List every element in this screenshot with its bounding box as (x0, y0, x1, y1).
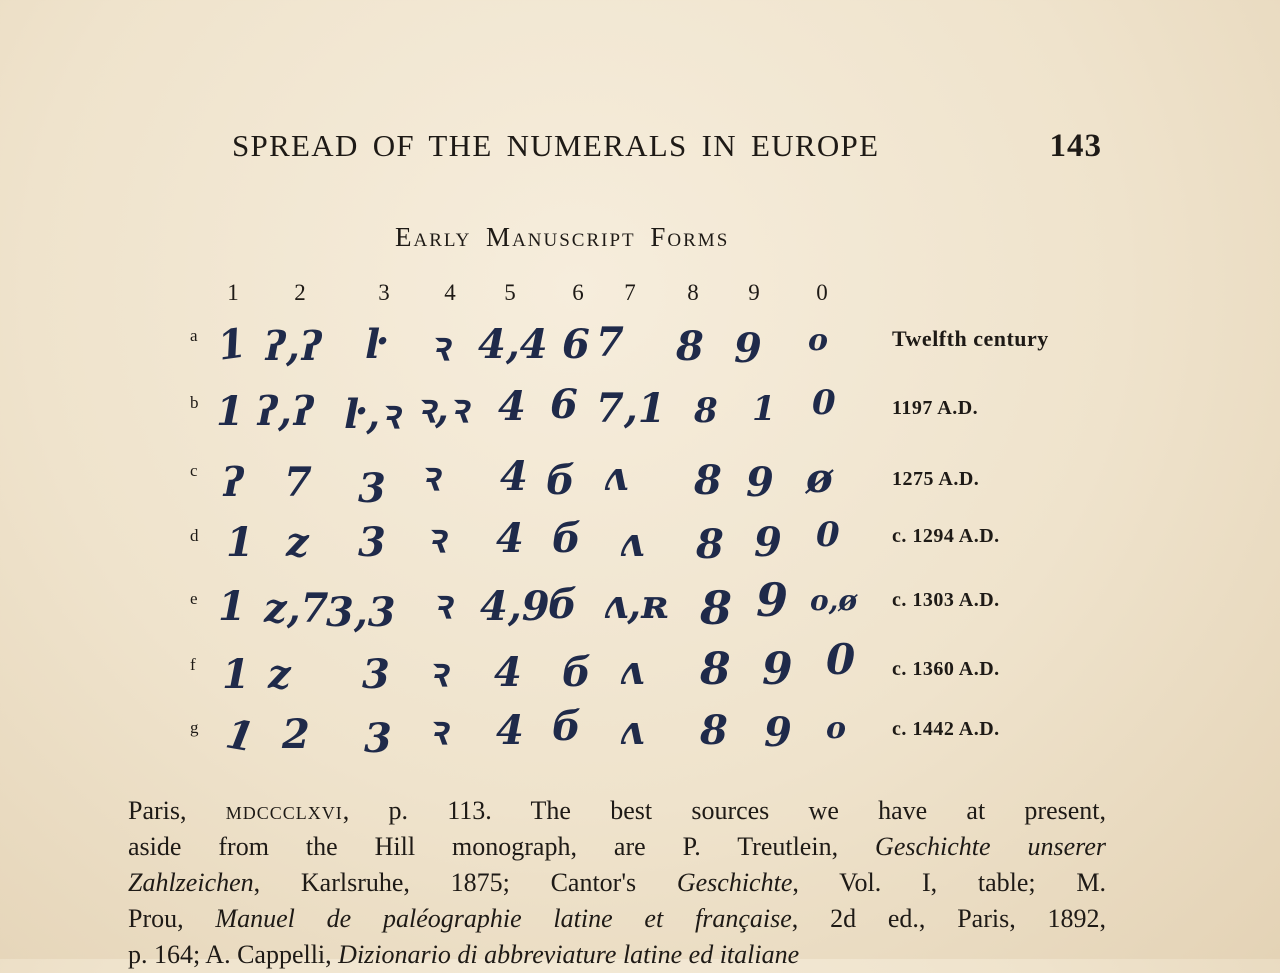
svg-text:ŀ,ꝛ: ŀ,ꝛ (344, 391, 400, 438)
text-line: aside from the Hill monograph, are P. Treutlein, Geschichte unserer (128, 832, 1106, 861)
row-label: 1275 A.D. (892, 468, 980, 490)
svg-text:8: 8 (700, 581, 733, 635)
text-line: Prou, Manuel de paléographie latine et française, 2d ed., Paris, 1892, (128, 904, 1106, 933)
svg-text:9: 9 (756, 573, 789, 627)
svg-text:4: 4 (494, 649, 522, 696)
svg-text:ꝛ: ꝛ (430, 323, 449, 370)
svg-text:1: 1 (218, 583, 246, 630)
svg-text:ʔ,ʔ: ʔ,ʔ (264, 323, 322, 370)
svg-text:ꝛ: ꝛ (428, 707, 447, 754)
row-label: Twelfth century (892, 326, 1049, 351)
svg-text:4: 4 (498, 383, 526, 430)
svg-text:9: 9 (746, 459, 774, 506)
svg-text:8: 8 (696, 521, 724, 568)
svg-text:1: 1 (216, 388, 244, 435)
svg-text:1: 1 (222, 651, 250, 698)
svg-text:6: 6 (562, 321, 590, 368)
column-heading: 7 (624, 280, 636, 305)
body-text (128, 793, 1106, 973)
svg-text:6: 6 (550, 381, 578, 428)
svg-text:ꝛ: ꝛ (420, 453, 439, 500)
row-label: c. 1442 A.D. (892, 718, 1000, 740)
svg-text:ʔ: ʔ (222, 459, 245, 506)
column-heading: 5 (504, 280, 516, 305)
row-label: c. 1360 A.D. (892, 658, 1000, 680)
svg-text:9: 9 (734, 325, 762, 372)
svg-text:1: 1 (222, 710, 258, 762)
svg-text:8: 8 (694, 391, 718, 431)
svg-text:8: 8 (694, 457, 722, 504)
svg-text:ʌ: ʌ (620, 519, 644, 566)
svg-text:1: 1 (752, 389, 776, 429)
running-head: SPREAD OF THE NUMERALS IN EUROPE (232, 128, 880, 163)
svg-text:ꝛ: ꝛ (432, 581, 451, 628)
svg-text:4: 4 (496, 515, 524, 562)
svg-text:б: б (562, 649, 591, 696)
row-letter: b (190, 393, 199, 412)
svg-text:ꝛ: ꝛ (428, 649, 447, 696)
svg-text:3: 3 (358, 465, 386, 512)
svg-text:0: 0 (816, 515, 840, 555)
row-letter: e (190, 589, 198, 608)
svg-text:z: z (268, 651, 291, 698)
svg-text:ꝛ: ꝛ (426, 515, 445, 562)
svg-text:4,4: 4,4 (478, 321, 548, 368)
svg-text:0: 0 (826, 635, 856, 684)
column-heading: 2 (294, 280, 306, 305)
table-title: Early Manuscript Forms (395, 222, 730, 252)
column-heading: 3 (378, 280, 390, 305)
svg-text:ŀ: ŀ (365, 321, 388, 368)
svg-text:9: 9 (754, 519, 782, 566)
column-heading: 1 (227, 280, 239, 305)
svg-text:8: 8 (700, 707, 728, 754)
svg-text:7,1: 7,1 (596, 385, 666, 432)
svg-text:0: 0 (812, 383, 836, 423)
svg-text:o,ø: o,ø (810, 584, 858, 617)
svg-text:9: 9 (762, 644, 793, 695)
column-heading: 9 (748, 280, 760, 305)
svg-text:z: z (286, 519, 309, 566)
svg-text:ʌ: ʌ (604, 453, 628, 500)
column-heading: 8 (687, 280, 699, 305)
svg-text:9: 9 (764, 709, 792, 756)
svg-text:б: б (546, 457, 575, 504)
svg-text:8: 8 (700, 644, 731, 695)
svg-text:4: 4 (500, 453, 528, 500)
text-line: p. 164; A. Cappelli, Dizionario di abbreviature latine ed italiane (128, 940, 800, 969)
svg-text:z,7: z,7 (264, 585, 329, 632)
page-number: 143 (1049, 128, 1102, 164)
svg-text:3: 3 (364, 715, 392, 762)
svg-text:o: o (808, 323, 829, 358)
svg-text:ʌ,ʀ: ʌ,ʀ (604, 581, 669, 628)
svg-text:б: б (548, 581, 577, 628)
svg-text:ʔ,ʔ: ʔ,ʔ (256, 388, 314, 435)
svg-text:1: 1 (214, 319, 249, 370)
svg-text:3: 3 (358, 519, 386, 566)
row-letter: d (190, 526, 199, 545)
svg-text:ꝛ,ꝛ: ꝛ,ꝛ (416, 385, 468, 432)
svg-text:4,9: 4,9 (480, 583, 550, 630)
text-line: Paris, mdccclxvi, p. 113. The best sources we have at present, (128, 796, 1107, 825)
svg-text:б: б (552, 703, 581, 750)
column-heading: 0 (816, 280, 828, 305)
row-label: c. 1303 A.D. (892, 589, 1000, 611)
column-heading: 6 (572, 280, 584, 305)
svg-text:3,3: 3,3 (326, 589, 396, 636)
svg-text:б: б (552, 515, 581, 562)
row-letter: f (190, 655, 196, 674)
row-label: c. 1294 A.D. (892, 525, 1000, 547)
svg-text:7: 7 (284, 459, 312, 506)
svg-text:ø: ø (806, 455, 833, 502)
row-letter: c (190, 461, 198, 480)
svg-text:3: 3 (362, 651, 390, 698)
page-header (232, 128, 1102, 168)
svg-text:o: o (826, 711, 847, 746)
row-label: 1197 A.D. (892, 397, 979, 419)
row-letter: g (190, 718, 199, 737)
text-line: Zahlzeichen, Karlsruhe, 1875; Cantor's Geschichte, Vol. I, table; M. (128, 868, 1106, 897)
row-letter: a (190, 326, 198, 345)
svg-text:7: 7 (596, 319, 624, 366)
svg-text:ʌ: ʌ (620, 647, 644, 694)
column-heading: 4 (444, 280, 456, 305)
svg-text:2: 2 (282, 711, 310, 758)
svg-text:8: 8 (676, 323, 704, 370)
svg-text:ʌ: ʌ (620, 707, 644, 754)
svg-text:4: 4 (496, 707, 524, 754)
svg-text:1: 1 (226, 519, 254, 566)
